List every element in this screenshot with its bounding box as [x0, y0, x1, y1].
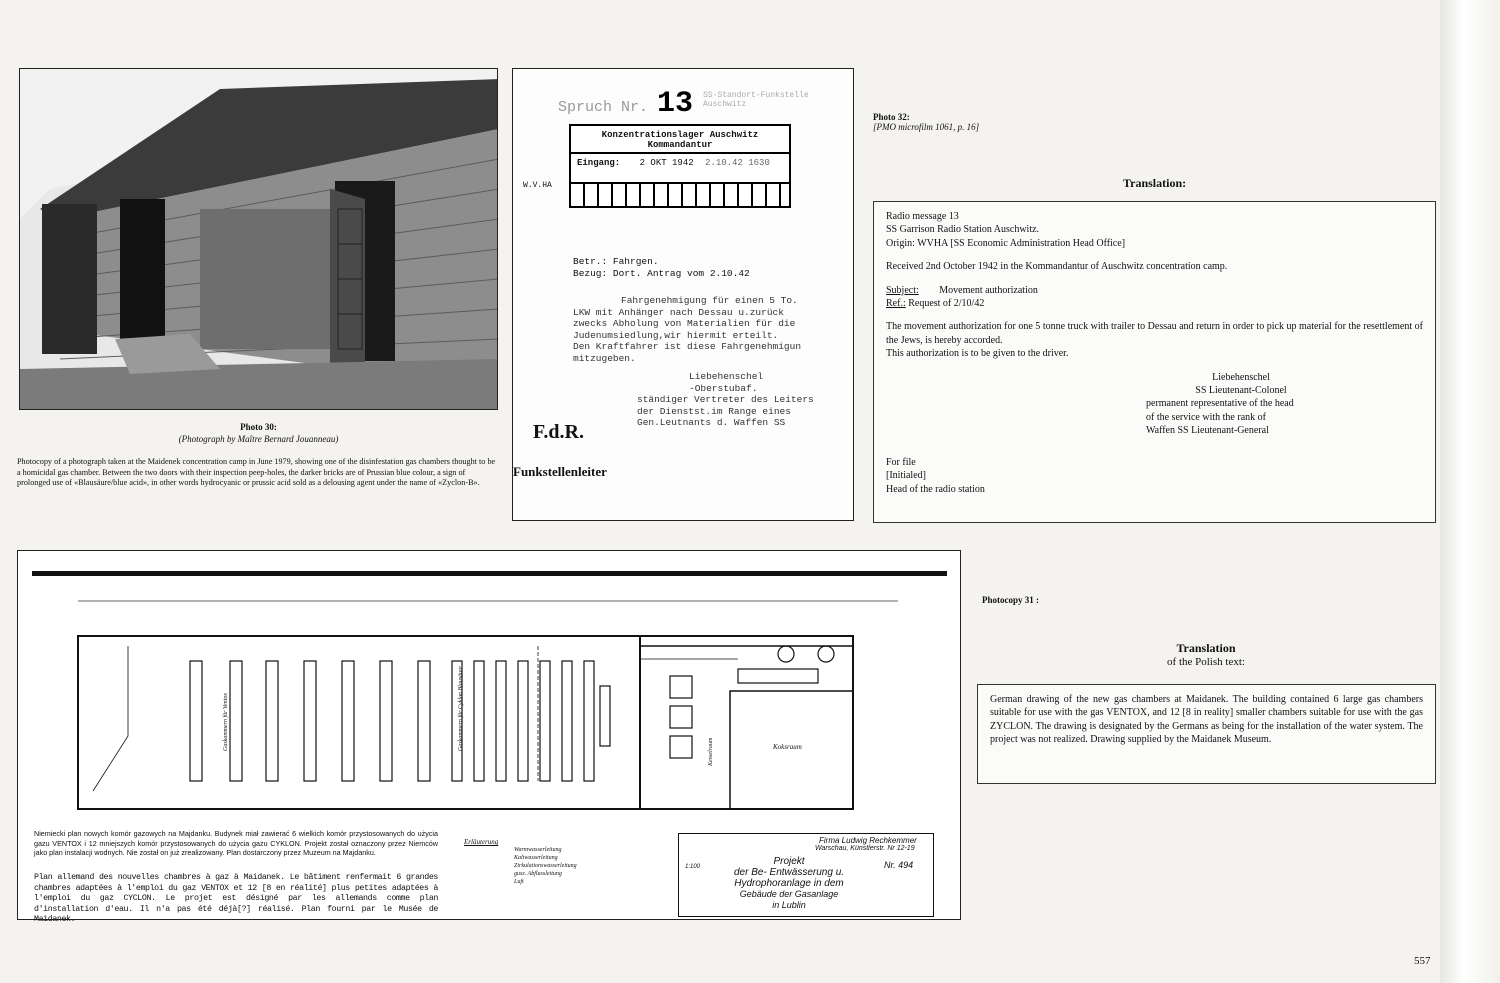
telegram-document — [512, 68, 854, 521]
legend-item: Kaltwasserleitung — [514, 855, 558, 861]
file-line: [Initialed] — [886, 470, 926, 482]
label-koks: Koksraum — [773, 743, 802, 751]
ref-text: Request of 2/10/42 — [908, 298, 985, 310]
translation-signature — [1146, 371, 1316, 438]
telegram-body-line: LKW mit Anhänger nach Dessau u.zurück — [573, 306, 784, 318]
legend-title: Erläuterung — [464, 838, 499, 846]
translation-body2: This authorization is to be given to the driver. — [886, 348, 1069, 360]
telegram-body-line: Judenumsiedlung,wir hiermit erteilt. — [573, 329, 779, 341]
photo-30-credit: (Photograph by Maître Bernard Jouanneau) — [178, 434, 339, 444]
telegram-bezug: Bezug: Dort. Antrag vom 2.10.42 — [573, 268, 750, 279]
stamp-line1: Konzentrationslager Auschwitz — [601, 130, 759, 140]
photo-30-image — [19, 68, 498, 410]
project-line: Gebäude der Gasanlage — [739, 889, 839, 899]
telegram-funk: Funkstellenleiter — [513, 464, 607, 479]
telegram-number: 13 — [657, 87, 694, 121]
sig-line: permanent representative of the head — [1146, 398, 1294, 410]
french-caption: Plan allemand des nouvelles chambres à gaz à Maidanek. Le bâtiment renfermait 6 grandes chambres adaptées à l'emploi du gaz VENTOX et 12 [8 en réalité] plus petites adaptées à l'emploi du gaz CYCLON. Le projet est désigné par les allemands comme plan d'installation d'eau. Il n'a pas été déjà[?] réalisé. Plan fourni par le Musée de Maidanek. — [34, 873, 438, 924]
subject-text: Movement authorization — [939, 284, 1038, 296]
telegram-header-right: SS-Standort-Funkstelle Auschwitz — [703, 91, 809, 109]
translation-line: Radio message 13 — [886, 211, 959, 222]
gas-chamber-photo — [20, 69, 498, 410]
photocopy-31-sub: of the Polish text: — [1167, 656, 1245, 668]
telegram-fdr: F.d.R. — [533, 421, 584, 443]
telegram-body-line: Den Kraftfahrer ist diese Fahrgenehmigun — [573, 341, 802, 352]
drawing-scale: 1:100 — [685, 864, 701, 870]
translation-line: SS Garrison Radio Station Auschwitz. — [886, 224, 1040, 236]
firm-address: Warschau, Künstlerstr. Nr 12-19 — [815, 845, 915, 852]
telegram-sig-line: -Oberstubaf. — [689, 382, 758, 394]
stamp — [569, 124, 791, 208]
telegram-body-line: mitzugeben. — [573, 352, 636, 364]
project-line: Projekt — [773, 856, 805, 867]
sig-line: Waffen SS Lieutenant-General — [1146, 425, 1269, 437]
telegram-betr: Betr.: Fahrgen. — [573, 256, 659, 267]
label-ventox: Gaskammern für Ventox — [223, 693, 229, 751]
sig-line: Liebehenschel — [1212, 371, 1270, 383]
floor-plan — [18, 551, 962, 831]
project-line: Hydrophoranlage in dem — [734, 878, 844, 889]
translation-heading: Translation: — [1123, 176, 1187, 190]
telegram-sig-line: Liebehenschel — [689, 371, 764, 382]
photo-32-source: [PMO microfilm 1061, p. 16] — [873, 122, 980, 132]
firm-name: Firma Ludwig Rechkemmer — [819, 836, 917, 845]
page-edge — [1440, 0, 1500, 983]
photocopy-31-text: German drawing of the new gas chambers at Maidanek. The building contained 6 large gas chambers suitable for use with the gas VENTOX, and 12 [8 in reality] smaller chambers suitable for use with the gas ZYCLON. The drawing is designated by the Germans as being for the installation of the water system. The project was not realized. Drawing supplied by the Maidanek Museum. — [990, 694, 1423, 746]
translation-body: The movement authorization for one 5 tonne truck with trailer to Dessau and return in order to pick up material for the resettlement of the Jews, is hereby accorded. — [886, 321, 1423, 346]
photocopy-31-title: Photocopy 31 : — [982, 595, 1039, 605]
gas-chamber-drawing — [17, 550, 961, 924]
translation-box — [873, 201, 1436, 523]
photocopy-31-heading: Translation — [1176, 641, 1236, 655]
telegram-sig-line: der Dienstst.im Range eines — [637, 405, 791, 417]
telegram-sig-line: Gen.Leutnants d. Waffen SS — [637, 417, 786, 428]
legend-item: Zirkulationswasserleitung — [514, 863, 577, 869]
file-line: Head of the radio station — [886, 483, 985, 495]
page-number: 557 — [1414, 955, 1431, 967]
translation-line: Origin: WVHA [SS Economic Administration Head Office] — [886, 237, 1126, 249]
stamp-date: 2 OKT 1942 — [639, 158, 694, 168]
legend-item: Warmwasserleitung — [514, 847, 562, 853]
subject-label: Subject: — [886, 284, 919, 296]
legend-item: gusz. Abflussleitung — [514, 871, 562, 877]
drawing-number: Nr. 494 — [884, 860, 914, 870]
title-block — [678, 833, 934, 917]
file-line: For file — [886, 456, 916, 468]
photo-30-caption: Photocopy of a photograph taken at the Maidenek concentration camp in June 1979, showing one of the disinfestation gas chambers thought to be a homicidal gas chamber. Between the two doors with their inspection peep-holes, the darker bricks are of Prussian blue colour, a sign of prolonged use of «Blausäure/blue acid», in other words hydrocyanic or prussic acid sold as a delousing agent under the name of «Zyclon-B». — [17, 457, 496, 488]
polish-caption: Niemiecki plan nowych komór gazowych na Majdanku. Budynek miał zawierać 6 wielkich komór przystosowanych do użycia gazu VENTOX i 12 mniejszych komór przystosowanych do użycia gazu CYKLON. Projekt został oznaczony przez Niemców jako plan instalacji wodnych. Nie został on już zrealizowany. Plan dostarczony przez Muzeum na Majdanku. — [34, 829, 438, 857]
telegram-header: Spruch Nr. — [558, 99, 649, 116]
stamp-line2: Kommandantur — [571, 140, 789, 154]
sig-line: SS Lieutenant-Colonel — [1195, 385, 1287, 397]
telegram-body-line: Fahrgenehmigung für einen 5 To. — [621, 295, 798, 306]
photo-32-title: Photo 32: — [873, 112, 910, 122]
stamp-eingang: Eingang: — [577, 158, 621, 168]
legend — [464, 838, 577, 886]
photocopy-31-box — [977, 684, 1436, 784]
project-line: der Be- Entwässerung u. — [733, 867, 845, 878]
label-cyklon: Gaskammern für Cyklon Blausäure — [458, 666, 464, 751]
photo-30-title: Photo 30: — [240, 422, 277, 432]
project-line: in Lublin — [772, 900, 806, 910]
stamp-date2: 2.10.42 1630 — [705, 158, 770, 168]
telegram-signature — [637, 371, 814, 429]
stamp-wvha: W.V.HA — [523, 181, 552, 190]
telegram-body-line: zwecks Abholung von Materialien für die — [573, 318, 796, 329]
translation-received: Received 2nd October 1942 in the Kommandantur of Auschwitz concentration camp. — [886, 261, 1228, 273]
ref-label: Ref.: — [886, 298, 906, 310]
label-kessel: Kesselraum — [708, 737, 714, 766]
telegram-sig-line: ständiger Vertreter des Leiters — [637, 394, 814, 405]
legend-item: Luft — [514, 879, 524, 885]
telegram-body — [573, 295, 801, 364]
sig-line: of the service with the rank of — [1146, 411, 1266, 423]
